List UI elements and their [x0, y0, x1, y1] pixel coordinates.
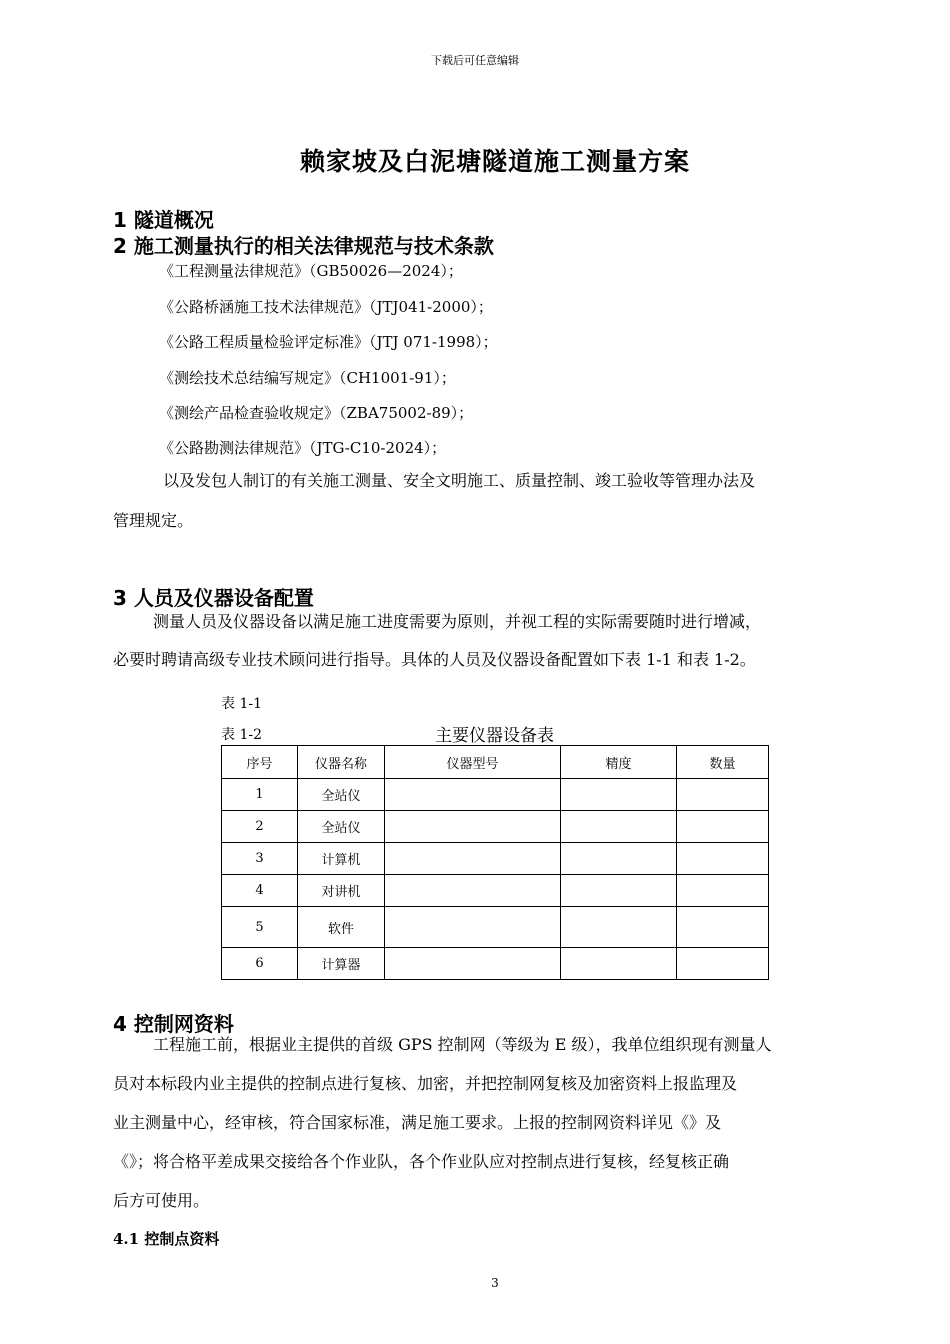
table-cell — [561, 948, 677, 980]
table-cell — [677, 779, 769, 811]
table-label-1-1: 表 1-1 — [221, 696, 262, 712]
table-row — [222, 811, 769, 843]
document-title: 赖家坡及白泥塘隧道施工测量方案 — [299, 147, 690, 176]
table-cell — [385, 843, 561, 875]
table-row — [222, 875, 769, 907]
paragraph-line: 以及发包人制订的有关施工测量、安全文明施工、质量控制、竣工验收等管理办法及 — [163, 471, 756, 490]
header-cell: 精度 — [561, 746, 677, 779]
reference-item: 《工程测量法律规范》（GB50026—2024）； — [159, 262, 463, 280]
table-cell — [561, 843, 677, 875]
table-cell: 3 — [222, 843, 298, 875]
table-cell: 2 — [222, 811, 298, 843]
table-cell: 6 — [222, 948, 298, 980]
section-3-heading: 3 人员及仪器设备配置 — [113, 586, 314, 610]
reference-item: 《公路工程质量检验评定标准》（JTJ 071-1998）； — [159, 333, 498, 351]
paragraph-line: 员对本标段内业主提供的控制点进行复核、加密，并把控制网复核及加密资料上报监理及 — [113, 1074, 738, 1093]
header-cell: 仪器型号 — [385, 746, 561, 779]
table-cell — [677, 811, 769, 843]
paragraph-line: 测量人员及仪器设备以满足施工进度需要为原则，并视工程的实际需要随时进行增减， — [153, 612, 762, 631]
reference-item: 《测绘产品检查验收规定》（ZBA75002-89）； — [159, 404, 474, 422]
table-cell — [385, 875, 561, 907]
table-cell — [385, 907, 561, 948]
table-row — [222, 948, 769, 980]
page-number: 3 — [491, 1276, 499, 1290]
table-cell — [561, 907, 677, 948]
paragraph-line: 业主测量中心，经审核，符合国家标准，满足施工要求。上报的控制网资料详见《》及 — [113, 1113, 722, 1132]
paragraph-line: 必要时聘请高级专业技术顾问进行指导。具体的人员及仪器设备配置如下表 1-1 和表 1-2。 — [113, 650, 756, 669]
reference-item: 《公路桥涵施工技术法律规范》（JTJ041-2000）； — [159, 298, 493, 316]
paragraph-line: 工程施工前，根据业主提供的首级 GPS 控制网（等级为 E 级），我单位组织现有测量人 — [153, 1035, 772, 1054]
header-cell: 仪器名称 — [298, 746, 385, 779]
reference-item: 《公路勘测法律规范》（JTG-C10-2024）； — [159, 439, 447, 457]
table-cell — [385, 811, 561, 843]
page-header: 下载后可任意编辑 — [431, 54, 519, 67]
table-cell: 1 — [222, 779, 298, 811]
section-1-heading: 1 隧道概况 — [113, 208, 214, 232]
paragraph-line: 《》；将合格平差成果交接给各个作业队，各个作业队应对控制点进行复核，经复核正确 — [113, 1152, 730, 1171]
reference-item: 《测绘技术总结编写规定》（CH1001-91）； — [159, 369, 456, 387]
paragraph-line: 后方可使用。 — [113, 1191, 210, 1210]
subsection-4-1-heading: 4.1 控制点资料 — [113, 1230, 220, 1248]
table-cell — [677, 907, 769, 948]
table-cell — [677, 843, 769, 875]
table-cell: 5 — [222, 907, 298, 948]
table-cell — [561, 875, 677, 907]
table-cell: 计算机 — [298, 843, 385, 875]
table-cell — [561, 779, 677, 811]
section-4-heading: 4 控制网资料 — [113, 1012, 234, 1036]
table-cell — [677, 875, 769, 907]
table-cell: 计算器 — [298, 948, 385, 980]
table-cell: 软件 — [298, 907, 385, 948]
table-row — [222, 907, 769, 948]
table-caption: 主要仪器设备表 — [435, 726, 554, 746]
table-cell: 全站仪 — [298, 779, 385, 811]
table-cell — [385, 948, 561, 980]
table-row — [222, 843, 769, 875]
table-cell: 4 — [222, 875, 298, 907]
table-cell — [561, 811, 677, 843]
equipment-table — [221, 745, 769, 980]
section-2-heading: 2 施工测量执行的相关法律规范与技术条款 — [113, 234, 494, 258]
header-cell: 序号 — [222, 746, 298, 779]
table-cell: 对讲机 — [298, 875, 385, 907]
paragraph-line: 管理规定。 — [113, 511, 194, 530]
table-header-row — [222, 746, 769, 779]
table-cell — [385, 779, 561, 811]
table-row — [222, 779, 769, 811]
header-cell: 数量 — [677, 746, 769, 779]
table-cell — [677, 948, 769, 980]
table-cell: 全站仪 — [298, 811, 385, 843]
table-label-1-2: 表 1-2 — [221, 727, 262, 743]
